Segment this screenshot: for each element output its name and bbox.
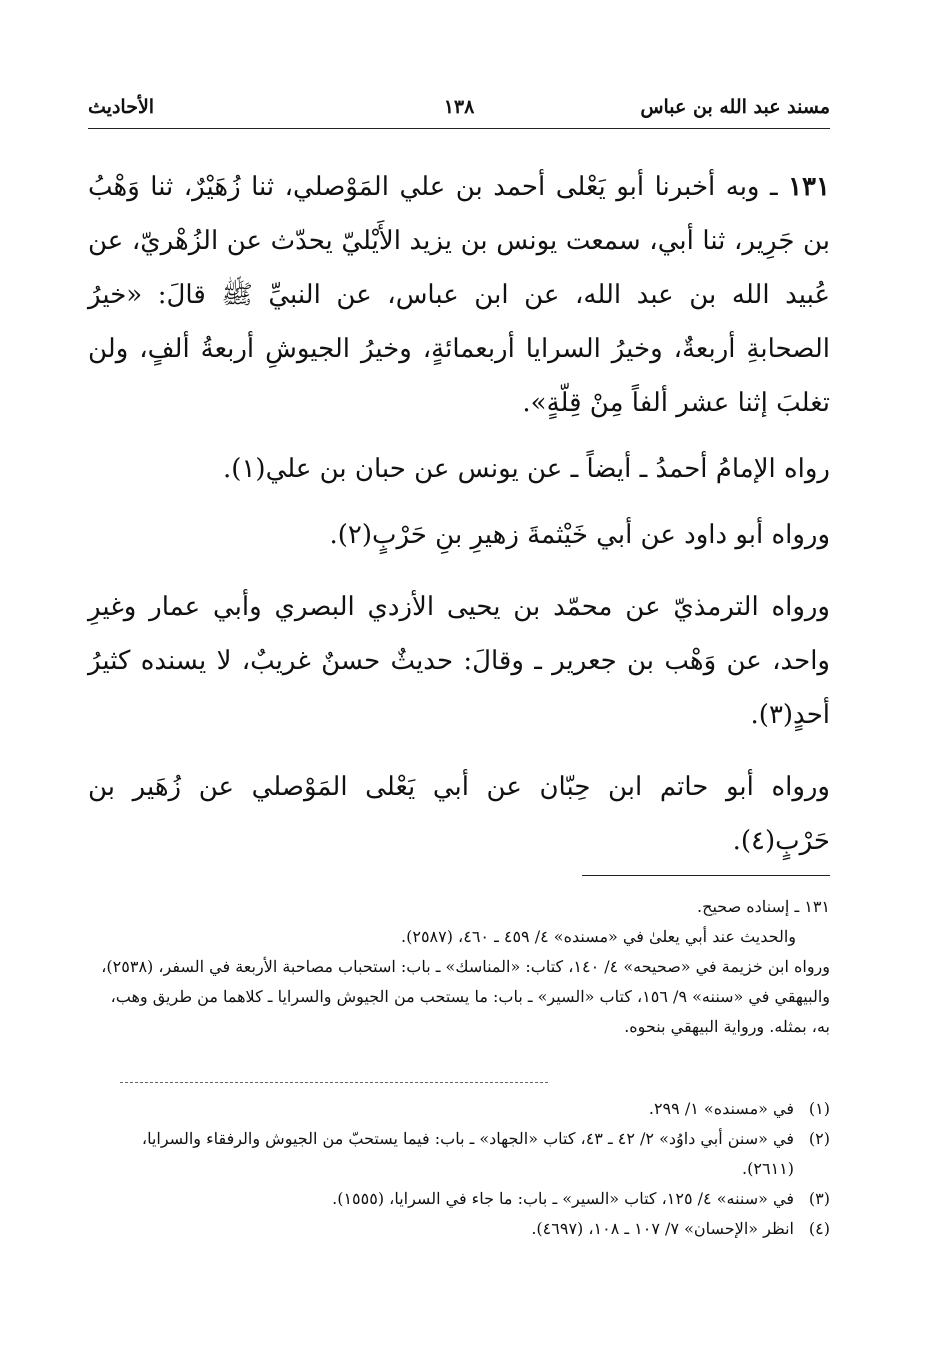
footnotes	[88, 1094, 830, 1244]
book-title: مسند عبد الله بن عباس	[640, 96, 830, 118]
section-title: الأحاديث	[88, 96, 155, 118]
paragraph-ibn-hibban: ورواه أبو حاتم ابن حِبّان عن أبي يَعْلى المَوْصلي عن زُهَير بن حَرْبٍ(٤).	[88, 772, 830, 856]
footnote-item: (٣) في «سننه» ٤/ ١٢٥، كتاب «السير» ـ باب: ما جاء في السرايا، (١٥٥٥).	[332, 1189, 830, 1208]
editor-notes	[88, 892, 830, 1042]
footnote-item: (١) في «مسنده» ١/ ٢٩٩.	[648, 1099, 830, 1118]
footnote-separator	[582, 875, 830, 876]
note-line: ١٣١ ـ إسناده صحيح.	[697, 897, 830, 916]
main-text	[88, 160, 830, 868]
hadith-paragraph	[88, 160, 830, 430]
note-number: ١٣١	[804, 897, 830, 916]
footnote-item: (٢) في «سنن أبي داوُد» ٢/ ٤٢ ـ ٤٣، كتاب «الجهاد» ـ باب: فيما يستحبّ من الجيوش والرفقاء والسرايا، (٢٦١١).	[141, 1129, 830, 1178]
paragraph-ahmad: رواه الإمامُ أحمدُ ـ أيضاً ـ عن يونس عن حبان بن علي(١).	[223, 454, 830, 484]
paragraph-tirmidhi: ورواه الترمذيّ عن محمّد بن يحيى الأزدي البصري وأبي عمار وغيرِ واحد، عن وَهْب بن جعرير ـ وقالَ: حديثٌ حسنٌ غريبٌ، لا يسنده كثيرُ أحدٍ(٣).	[88, 592, 830, 730]
page-number: ١٣٨	[443, 96, 475, 118]
footnote-item: (٤) انظر «الإحسان» ٧/ ١٠٧ ـ ١٠٨، (٤٦٩٧).	[531, 1219, 830, 1238]
paragraph-abu-dawud: ورواه أبو داود عن أبي خَيْثمةَ زهيرِ بنِ حَرْبٍ(٢).	[329, 520, 830, 550]
running-header	[88, 88, 830, 129]
note-line: والحديث عند أبي يعلىٰ في «مسنده» ٤/ ٤٥٩ ـ ٤٦٠، (٢٥٨٧).	[401, 927, 796, 946]
hadith-text: ـ وبه أخبرنا أبو يَعْلى أحمد بن علي المَوْصلي، ثنا زُهَيْرٌ، ثنا وَهْبُ بن جَرِير، ثنا أبي، سمعت يونس بن يزيد الأَيْليّ يحدّث عن الزُهْريّ، عن عُبيد الله بن عبد الله، عن ابن عباس، عن النبيِّ ﷺ قالَ: «خيرُ الصحابةِ أربعةٌ، وخيرُ السرايا أربعمائةٍ، وخيرُ الجيوشِ أربعةُ ألفٍ، ولن تغلبَ إثنا عشر ألفاً مِنْ قِلّةٍ».	[88, 172, 830, 418]
note-line: ورواه ابن خزيمة في «صحيحه» ٤/ ١٤٠، كتاب: «المناسك» ـ باب: استحباب مصاحبة الأربعة في السفر، (٢٥٣٨)، والبيهقي في «سننه» ٩/ ١٥٦، كتاب «السير» ـ باب: ما يستحب من الجيوش والسرايا ـ كلاهما من طريق وهب، به، بمثله. ورواية البيهقي بنحوه.	[101, 957, 830, 1036]
hadith-number: ١٣١	[788, 172, 830, 202]
dashed-separator	[120, 1082, 548, 1083]
